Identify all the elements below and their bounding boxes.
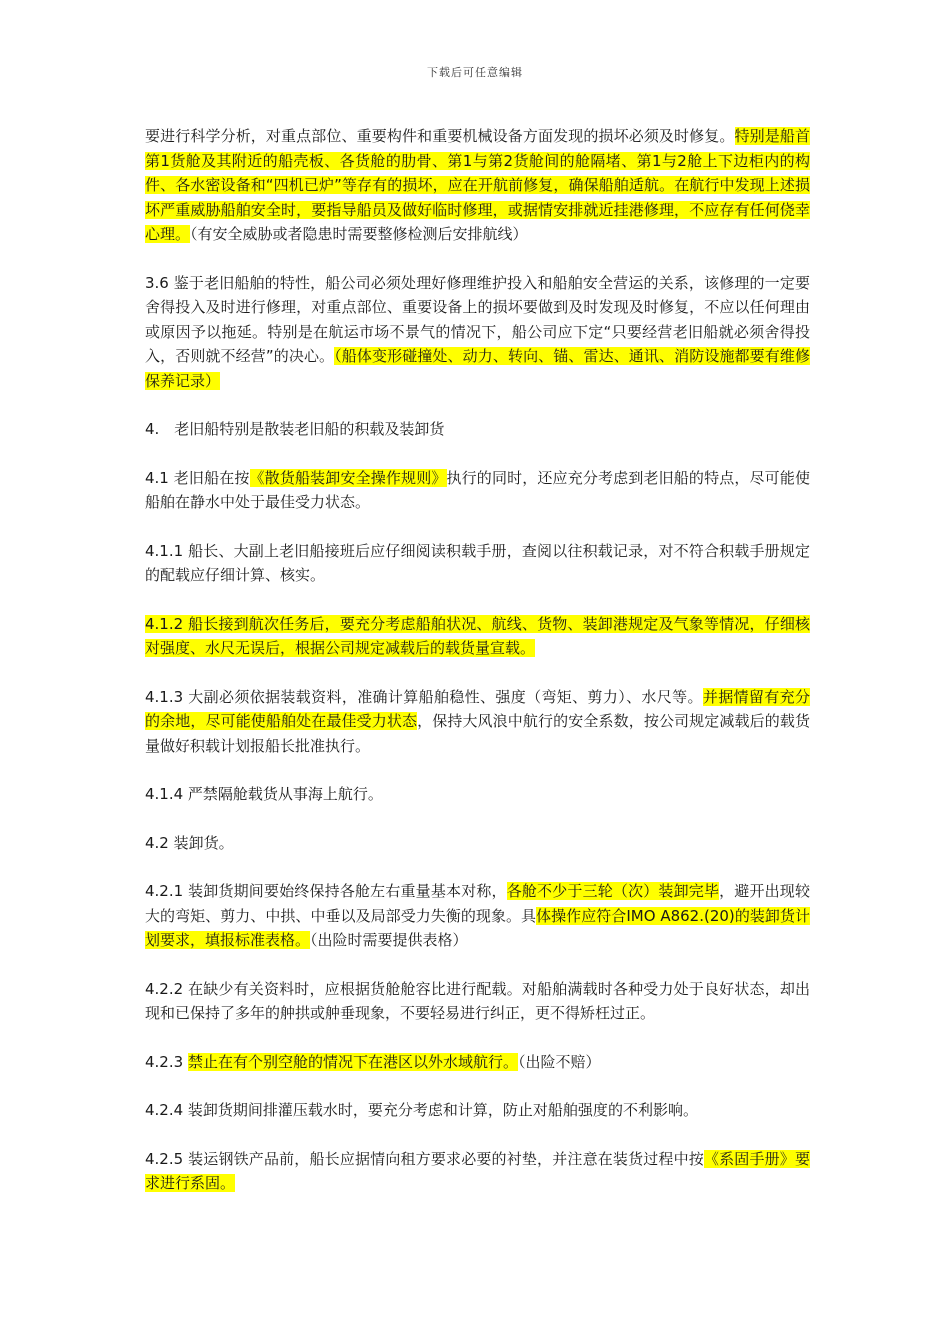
text-segment: 执行的同时，还应充分考虑到老旧船的特点，尽可能使船舶在静水中处于最佳受力状态。	[145, 468, 810, 511]
paragraph-4-1	[145, 466, 810, 515]
highlighted-text: 《系固手册》要求进行系固。	[145, 1149, 810, 1192]
text-segment: 4.1.4 严禁隔舱载货从事海上航行。	[145, 785, 383, 803]
highlighted-text: （船体变形碰撞处、动力、转向、锚、雷达、通讯、消防设施都要有维修保养记录）	[145, 347, 810, 390]
text-segment: （有安全威胁或者隐患时需要整修检测后安排航线）	[190, 225, 528, 243]
text-segment: 要进行科学分析，对重点部位、重要构件和重要机械设备方面发现的损坏必须及时修复。	[145, 127, 735, 145]
text-segment: ，保持大风浪中航行的安全系数，按公司规定减载后的载货量做好积载计划报船长批准执行。	[145, 712, 810, 755]
highlighted-text: 体操作应符合IMO A862.(20)的装卸货计划要求，填报标准表格。	[145, 906, 810, 949]
text-segment: 4.1 老旧船在按	[145, 468, 250, 487]
text-segment: 4. 老旧船特别是散装老旧船的积载及装卸货	[145, 420, 445, 438]
paragraph-4-1-4	[145, 782, 810, 807]
paragraph-intro	[145, 124, 810, 247]
text-segment: 4.2.5 装运钢铁产品前，船长应据情向租方要求必要的衬垫，并注意在装货过程中按	[145, 1149, 704, 1168]
text-segment: 4.2.2 在缺少有关资料时，应根据货舱舱容比进行配载。对船舶满载时各种受力处于良好状态，却出现和已保持了多年的舯拱或舯垂现象，不要轻易进行纠正，更不得矫枉过正。	[145, 979, 810, 1022]
highlighted-text: 4.1.2	[145, 614, 189, 633]
paragraph-4-1-1	[145, 539, 810, 588]
paragraph-4-2-2	[145, 977, 810, 1026]
text-segment: 4.1.1 船长、大副上老旧船接班后应仔细阅读积载手册，查阅以往积载记录，对不符合积载手册规定的配载应仔细计算、核实。	[145, 541, 810, 584]
text-segment: 4.2.1 装卸货期间要始终保持各舱左右重量基本对称，	[145, 882, 507, 900]
document-body	[145, 124, 810, 1220]
paragraph-4	[145, 417, 810, 442]
paragraph-3-6	[145, 271, 810, 394]
paragraph-4-1-3	[145, 685, 810, 759]
highlighted-text: 船长接到航次任务后，要充分考虑船舶状况、航线、货物、装卸港规定及气象等情况，仔细核对强度、水尺无误后，根据公司规定减载后的载货量宣载。	[145, 614, 810, 657]
text-segment: 4.1.3 大副必须依据装载资料，准确计算船舶稳性、强度（弯矩、剪力）、水尺等。	[145, 687, 703, 706]
paragraph-4-2-1	[145, 879, 810, 953]
highlighted-text: 各舱不少于三轮（次）装卸完毕	[506, 882, 720, 900]
paragraph-4-2-4	[145, 1098, 810, 1123]
paragraph-4-2-3	[145, 1050, 810, 1075]
paragraph-4-2-5	[145, 1147, 810, 1196]
text-segment: （出险不赔）	[517, 1052, 601, 1071]
paragraph-4-1-2	[145, 612, 810, 661]
highlighted-text: 并据情留有充分的余地，尽可能使船舶处在最佳受力状态	[145, 687, 810, 730]
text-segment: （出险时需要提供表格）	[310, 931, 468, 949]
highlighted-text: 特别是船首第1货舱及其附近的船壳板、各货舱的肋骨、第1与第2货舱间的舱隔堵、第1与2舱上下边柜内的构件、各水密设备和“四机已炉”等存有的损坏，应在开航前修复，确保船舶适航。在航行中发现上述损坏严重威胁船舶安全时，要指导船员及做好临时修理，或据情安排就近挂港修理，不应存有任何侥幸心理。	[145, 127, 810, 243]
text-segment: 4.2.3	[145, 1052, 188, 1071]
text-segment: 4.2 装卸货。	[145, 833, 234, 852]
text-segment: ，避开出现较大的弯矩、剪力、中拱、中垂以及局部受力失衡的现象。具	[145, 882, 810, 925]
text-segment: 3.6 鉴于老旧船舶的特性，船公司必须处理好修理维护投入和船舶安全营运的关系，该修理的一定要舍得投入及时进行修理，对重点部位、重要设备上的损坏要做到及时发现及时修复，不应以任何理由或原因予以拖延。特别是在航运市场不景气的情况下，船公司应下定“只要经营老旧船就必须舍得投入，否则就不经营”的决心。	[145, 273, 810, 365]
highlighted-text: 《散货船装卸安全操作规则》	[249, 468, 447, 487]
paragraph-4-2	[145, 831, 810, 856]
page-header: 下载后可任意编辑	[427, 66, 523, 79]
text-segment: 4.2.4 装卸货期间排灌压载水时，要充分考虑和计算，防止对船舶强度的不利影响。	[145, 1101, 698, 1119]
highlighted-text: 禁止在有个别空舱的情况下在港区以外水域航行。	[187, 1052, 518, 1071]
